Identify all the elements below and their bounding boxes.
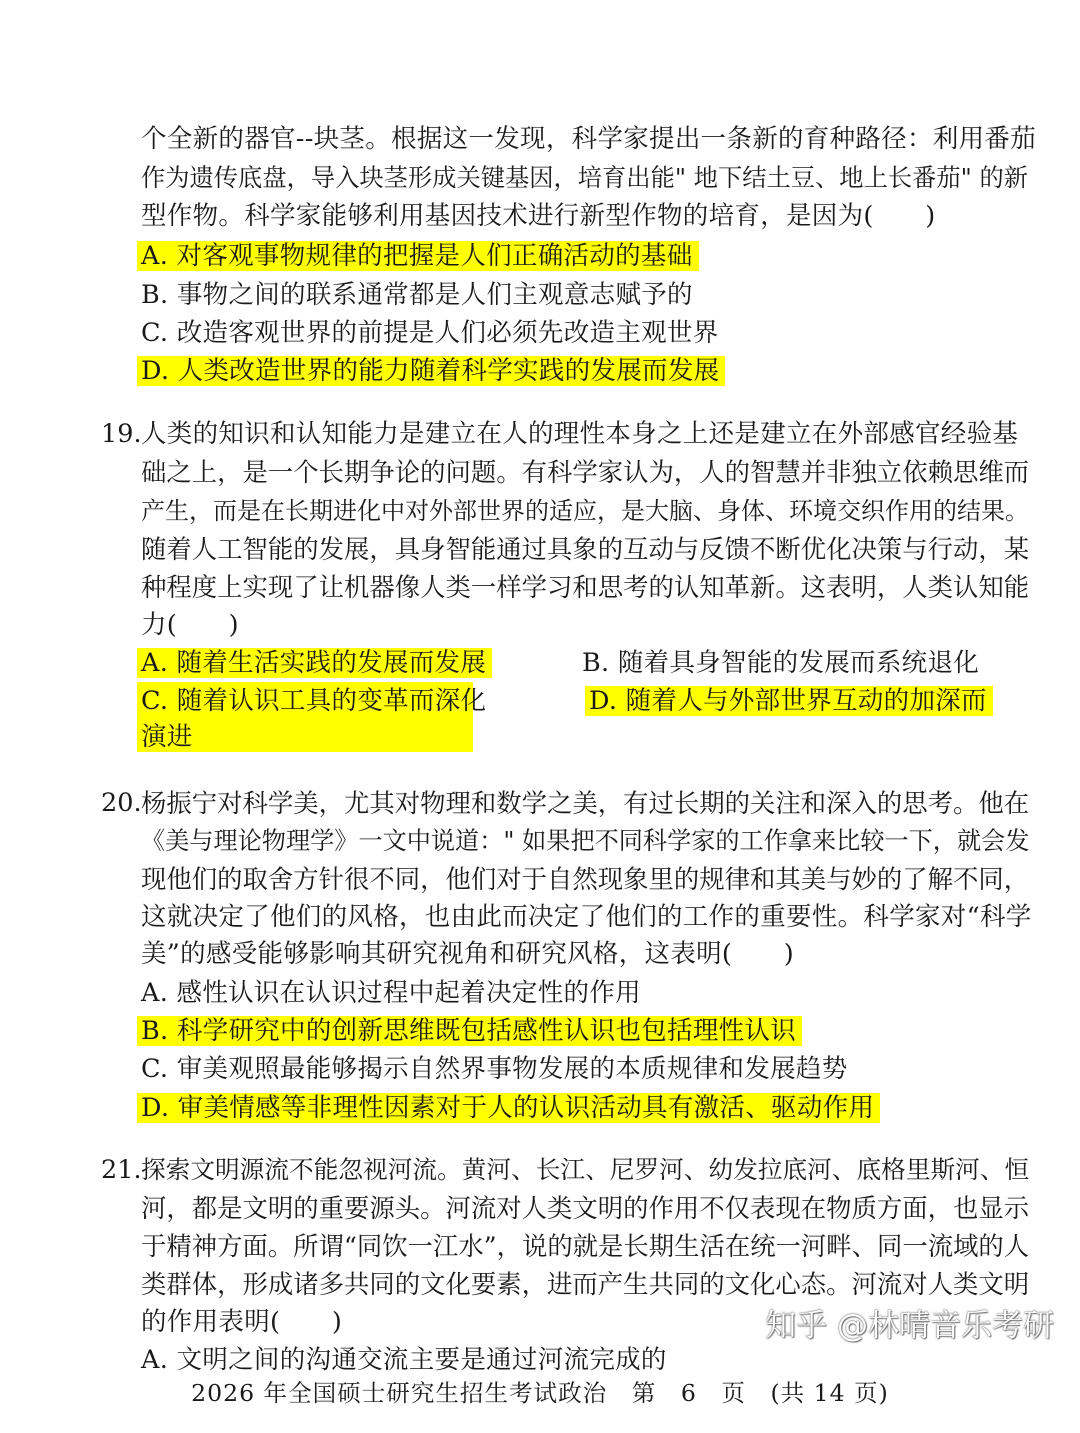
q20-text-line-5: 美”的感受能够影响其研究视角和研究风格，这表明( ) — [141, 939, 795, 969]
q18-option-b: B. 事物之间的联系通常都是人们主观意志赋予的 — [141, 280, 693, 310]
q20-option-c: C. 审美观照最能够揭示自然界事物发展的本质规律和发展趋势 — [141, 1054, 848, 1084]
q18-option-c: C. 改造客观世界的前提是人们必须先改造主观世界 — [141, 318, 719, 348]
q19-text-line-1: 人类的知识和认知能力是建立在人的理性本身之上还是建立在外部感官经验基 — [141, 419, 1019, 449]
q21-text-line-5: 的作用表明( ) — [141, 1307, 343, 1337]
q21-text-line-3: 于精神方面。所谓“同饮一江水”，说的就是长期生活在统一河畔、同一流域的人 — [141, 1231, 1030, 1261]
q18-text-line-1: 个全新的器官--块茎。根据这一发现，科学家提出一条新的育种路径：利用番茄 — [141, 124, 1037, 154]
q19-text-line-5: 种程度上实现了让机器像人类一样学习和思考的认知革新。这表明，人类认知能 — [141, 572, 1030, 602]
q19-text-line-2: 础之上，是一个长期争论的问题。有科学家认为，人的智慧并非独立依赖思维而 — [141, 457, 1030, 487]
q19-number: 19. — [101, 419, 142, 449]
zhihu-watermark: 知乎 @林晴音乐考研 — [765, 1308, 1054, 1344]
q19-text-line-3: 产生，而是在长期进化中对外部世界的适应，是大脑、身体、环境交织作用的结果。 — [141, 497, 1029, 525]
q20-option-d — [137, 1091, 880, 1125]
q18-text-line-3: 型作物。科学家能够利用基因技术进行新型作物的培育，是因为( ) — [141, 201, 936, 231]
q21-option-a: A. 文明之间的沟通交流主要是通过河流完成的 — [141, 1345, 667, 1375]
q19-option-d-highlight: D. 随着人与外部世界互动的加深而 — [585, 686, 993, 716]
q20-option-b — [137, 1014, 802, 1048]
q19-option-b: B. 随着具身智能的发展而系统退化 — [582, 648, 980, 678]
q19-text-line-4: 随着人工智能的发展，具身智能通过具象的互动与反馈不断优化决策与行动，某 — [141, 534, 1030, 564]
q18-option-d-highlight: D. 人类改造世界的能力随着科学实践的发展而发展 — [137, 356, 725, 386]
q20-text-line-2: 《美与理论物理学》一文中说道：" 如果把不同科学家的工作拿来比较一下，就会发 — [141, 827, 1030, 855]
q19-option-d — [585, 684, 993, 718]
q19-option-a-highlight: A. 随着生活实践的发展而发展 — [137, 648, 492, 678]
q20-option-a: A. 感性认识在认识过程中起着决定性的作用 — [141, 978, 641, 1008]
q21-text-line-4: 类群体，形成诸多共同的文化要素，进而产生共同的文化心态。河流对人类文明 — [141, 1269, 1030, 1299]
q21-text-line-2: 河，都是文明的重要源头。河流对人类文明的作用不仅表现在物质方面，也显示 — [141, 1193, 1030, 1223]
q18-option-a-highlight: A. 对客观事物规律的把握是人们正确活动的基础 — [137, 241, 699, 271]
q18-text-line-2: 作为遗传底盘，导入块茎形成关键基因，培育出能" 地下结土豆、地上长番茄" 的新 — [141, 163, 1029, 192]
q20-option-d-highlight: D. 审美情感等非理性因素对于人的认识活动具有激活、驱动作用 — [137, 1093, 880, 1123]
q20-text-line-4: 这就决定了他们的风格，也由此而决定了他们的工作的重要性。科学家对“科学 — [141, 902, 1032, 932]
page-footer: 2026 年全国硕士研究生招生考试政治 第 6 页 (共 14 页) — [191, 1379, 889, 1407]
q21-number: 21. — [101, 1155, 142, 1185]
q18-option-a — [137, 239, 699, 273]
q20-option-b-highlight: B. 科学研究中的创新思维既包括感性认识也包括理性认识 — [137, 1016, 802, 1046]
q19-option-a — [137, 646, 492, 680]
q19-option-c-line-2: 演进 — [141, 722, 193, 752]
q20-text-line-1: 杨振宁对科学美，尤其对物理和数学之美，有过长期的关注和深入的思考。他在 — [141, 788, 1030, 818]
q20-number: 20. — [101, 788, 142, 818]
q21-text-line-1: 探索文明源流不能忽视河流。黄河、长江、尼罗河、幼发拉底河、底格里斯河、恒 — [141, 1155, 1030, 1184]
q19-option-c-line-1: C. 随着认识工具的变革而深化 — [141, 686, 487, 716]
q19-text-line-6: 力( ) — [141, 610, 239, 640]
q18-option-d — [137, 354, 725, 388]
q20-text-line-3: 现他们的取舍方针很不同，他们对于自然现象里的规律和其美与妙的了解不同， — [141, 864, 1030, 894]
